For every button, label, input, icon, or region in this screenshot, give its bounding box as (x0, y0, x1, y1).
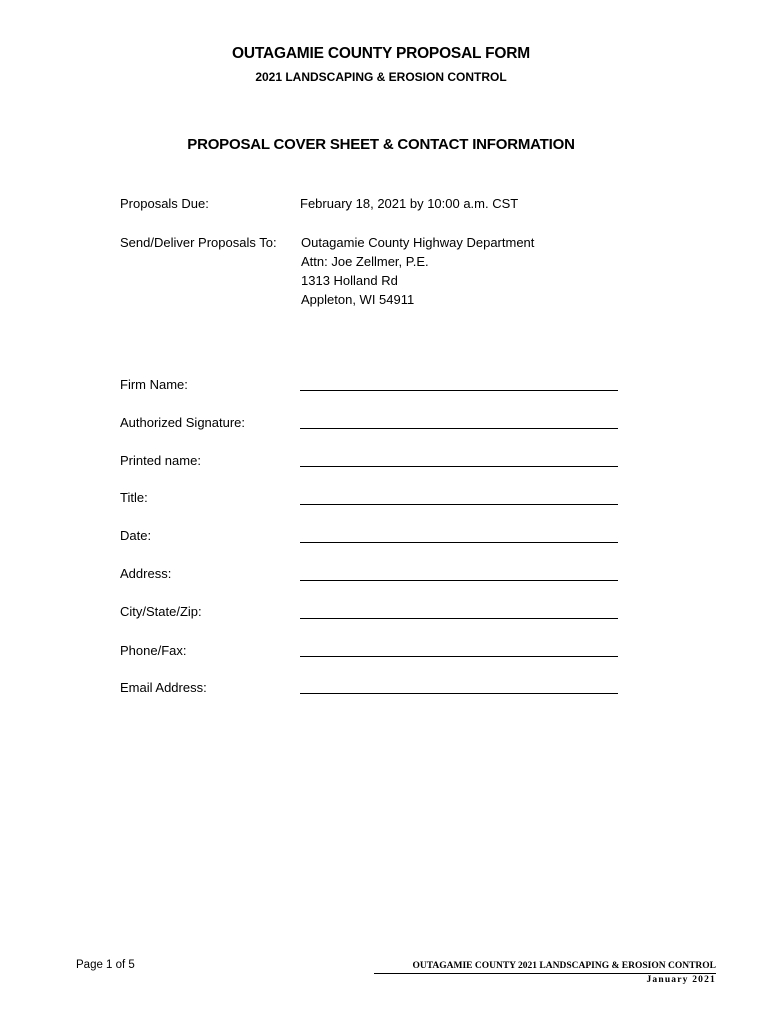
authorized-signature-field[interactable] (300, 428, 618, 429)
printed-name-label: Printed name: (120, 453, 201, 468)
printed-name-field[interactable] (300, 466, 618, 467)
firm-name-field[interactable] (300, 390, 618, 391)
proposals-due-label: Proposals Due: (120, 196, 209, 211)
address-line-1: Outagamie County Highway Department (301, 235, 535, 250)
city-state-zip-field[interactable] (300, 618, 618, 619)
address-line-3: 1313 Holland Rd (301, 273, 398, 288)
firm-name-label: Firm Name: (120, 377, 188, 392)
email-address-field[interactable] (300, 693, 618, 694)
address-line-4: Appleton, WI 54911 (301, 292, 415, 307)
footer-title-rule (374, 961, 716, 974)
phone-fax-label: Phone/Fax: (120, 643, 187, 658)
send-to-label: Send/Deliver Proposals To: (120, 235, 277, 250)
form-title: OUTAGAMIE COUNTY PROPOSAL FORM (232, 45, 530, 62)
address-line-2: Attn: Joe Zellmer, P.E. (301, 254, 429, 269)
proposals-due-value: February 18, 2021 by 10:00 a.m. CST (300, 196, 519, 211)
section-title: PROPOSAL COVER SHEET & CONTACT INFORMATION (187, 136, 575, 153)
form-subtitle: 2021 LANDSCAPING & EROSION CONTROL (255, 70, 507, 84)
date-field[interactable] (300, 542, 618, 543)
phone-fax-field[interactable] (300, 656, 618, 657)
page-number: Page 1 of 5 (76, 959, 135, 971)
date-label: Date: (120, 528, 152, 543)
title-label: Title: (120, 490, 148, 505)
address-field[interactable] (300, 580, 618, 581)
footer-date: January 2021 (646, 975, 716, 985)
footer-doc-title: OUTAGAMIE COUNTY 2021 LANDSCAPING & EROSION CONTROL (412, 961, 716, 971)
authorized-signature-label: Authorized Signature: (120, 415, 246, 430)
city-state-zip-label: City/State/Zip: (120, 604, 202, 619)
address-label: Address: (120, 566, 172, 581)
title-field[interactable] (300, 504, 618, 505)
email-address-label: Email Address: (120, 680, 207, 695)
